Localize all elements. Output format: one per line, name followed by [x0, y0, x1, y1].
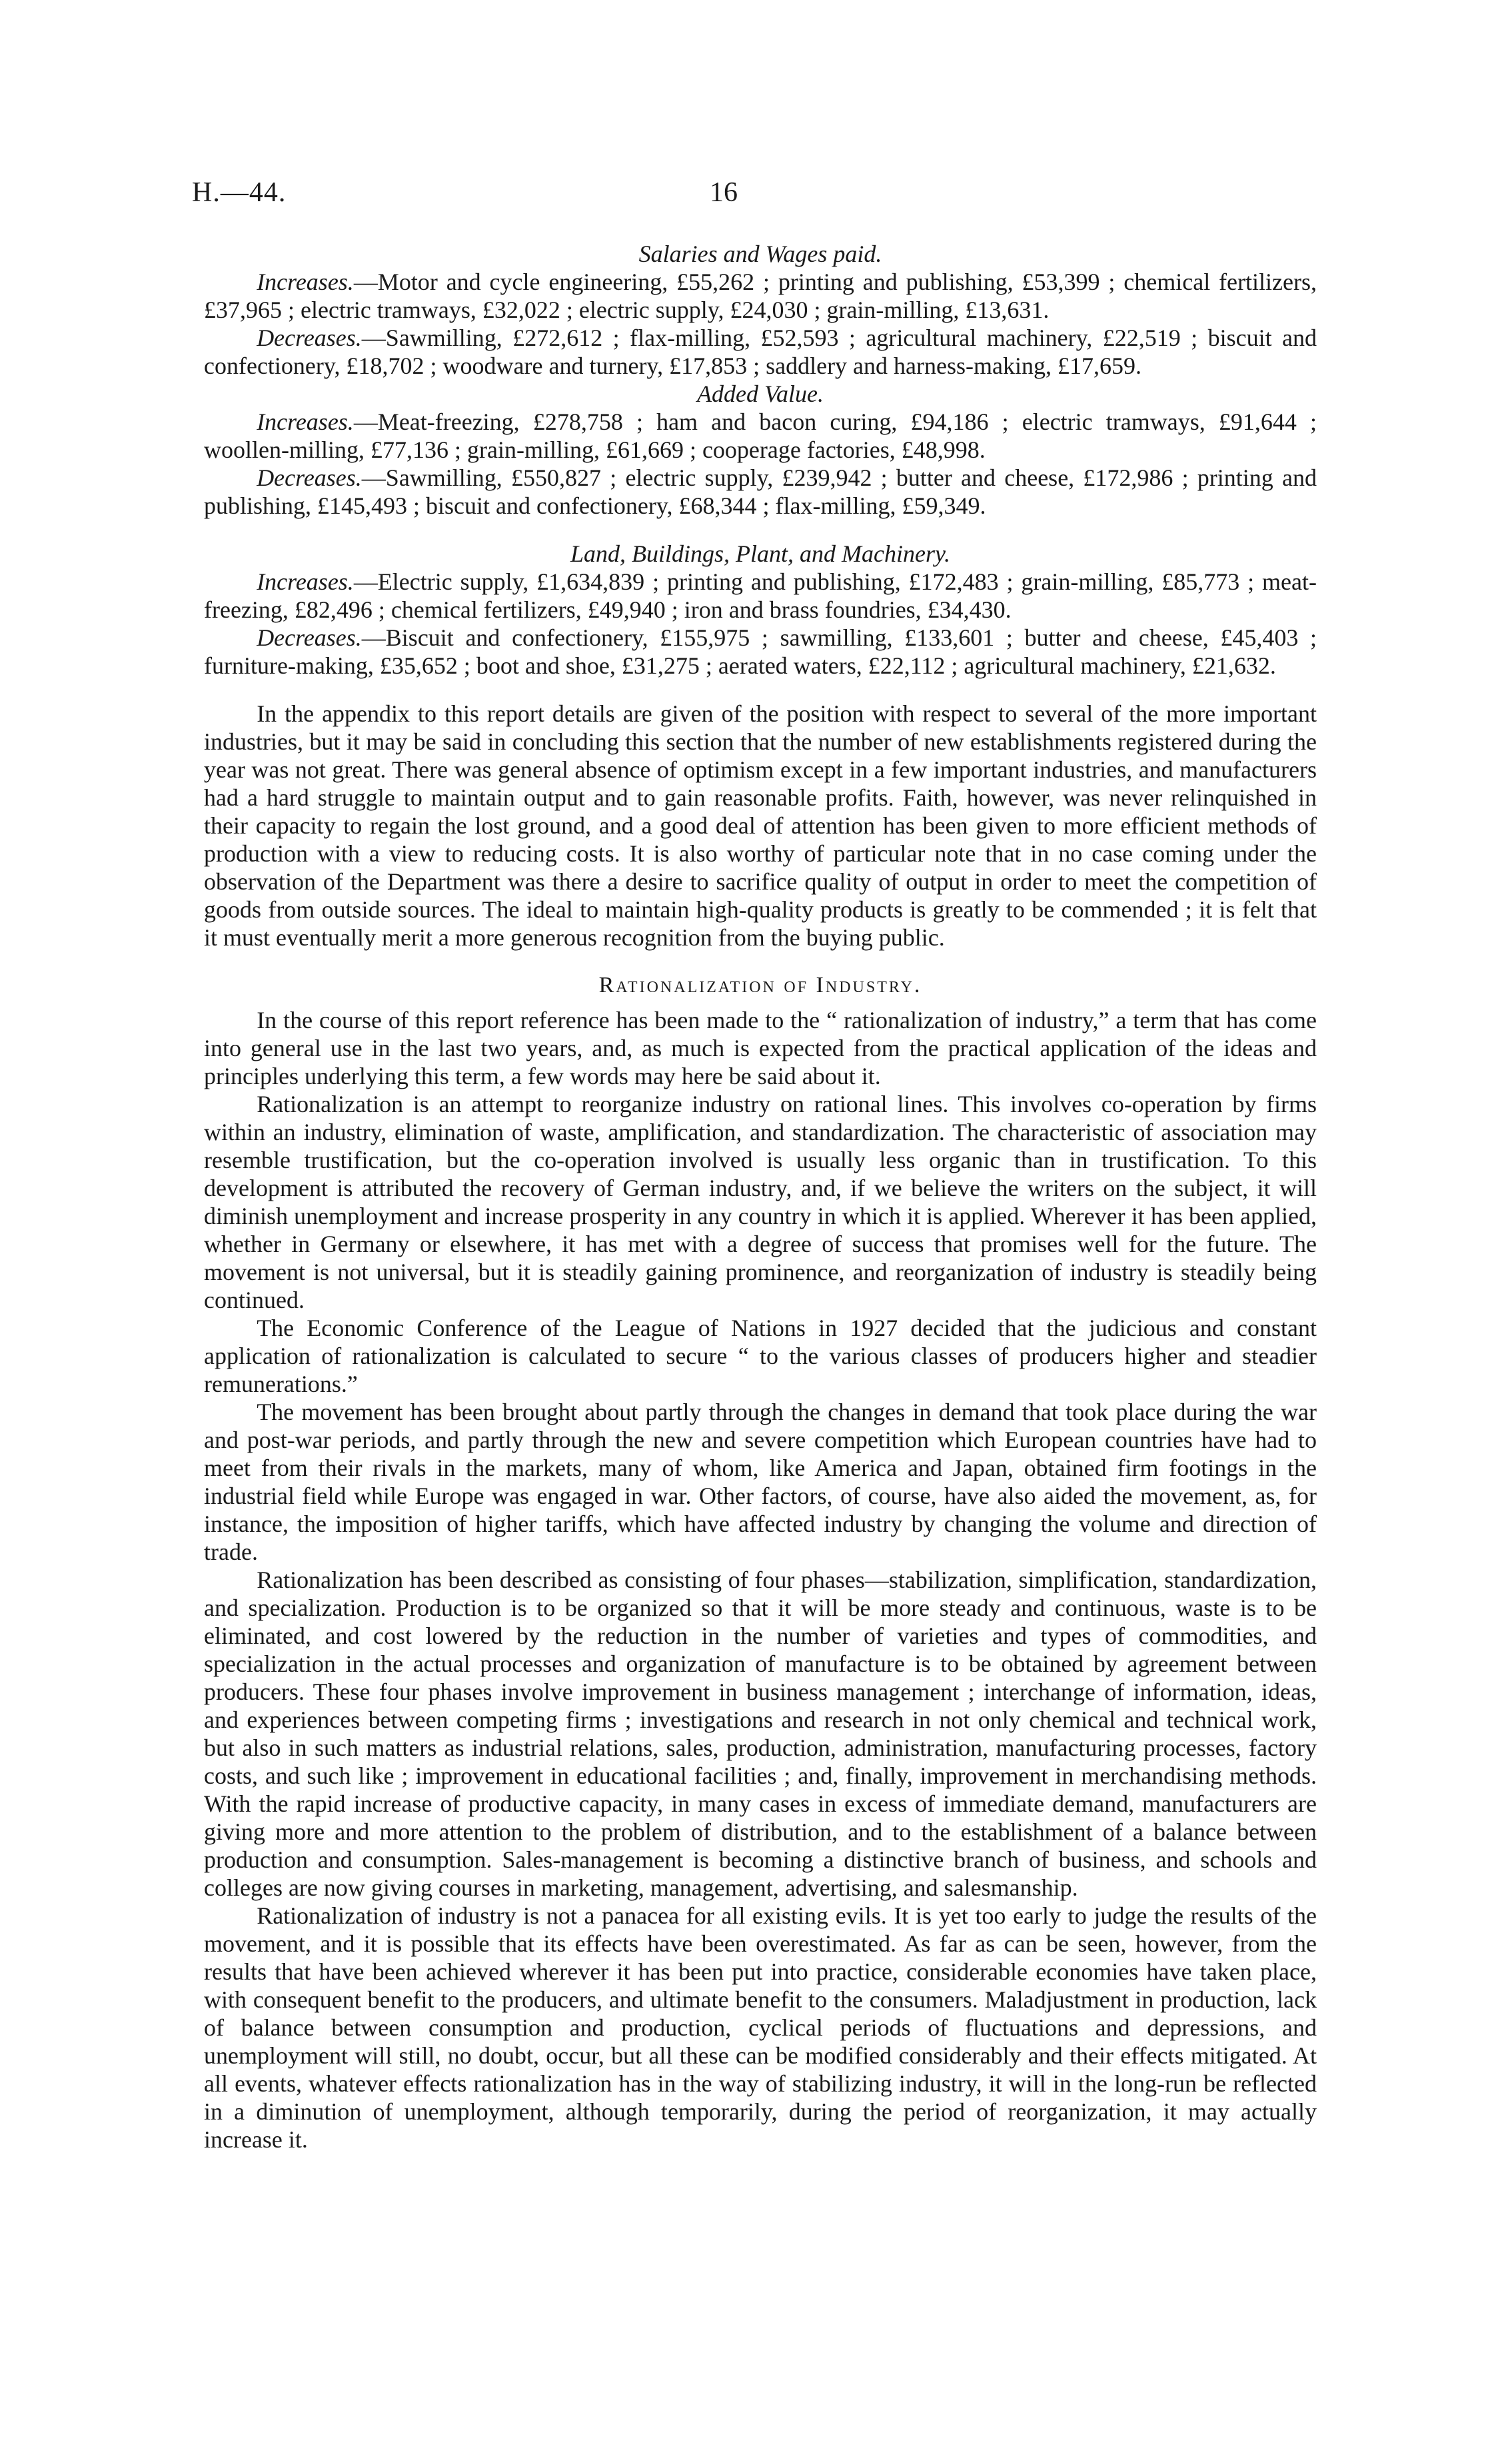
salaries-increases: [204, 268, 1317, 324]
section-title-salaries: Salaries and Wages paid.: [638, 241, 882, 267]
increases-text: —Electric supply, £1,634,839 ; printing and publishing, £172,483 ; grain-milling, £85,773 ; meat-freezing, £82,496 ; chemical fertilizers, £49,940 ; iron and brass foundries, £34,430.: [204, 568, 1317, 623]
decreases-text: —Sawmilling, £272,612 ; flax-milling, £52,593 ; agricultural machinery, £22,519 ; biscuit and confectionery, £18,702 ; woodware and turnery, £17,853 ; saddlery and harness-making, £17,659.: [204, 324, 1317, 379]
increases-label: Increases.: [257, 269, 354, 295]
section-title-added-value: Added Value.: [697, 380, 824, 407]
rationalization-paragraph: The Economic Conference of the League of Nations in 1927 decided that the judicious and constant application of rationalization is calculated to secure “ to the various classes of producers higher and steadier remunerations.”: [204, 1315, 1317, 1397]
document-reference: H.—44.: [192, 177, 287, 208]
section-title-rationalization: Rationalization of Industry.: [598, 973, 922, 997]
decreases-text: —Sawmilling, £550,827 ; electric supply, £239,942 ; butter and cheese, £172,986 ; printing and publishing, £145,493 ; biscuit and confectionery, £68,344 ; flax-milling, £59,349.: [204, 464, 1317, 519]
increases-label: Increases.: [257, 568, 354, 595]
increases-text: —Meat-freezing, £278,758 ; ham and bacon curing, £94,186 ; electric tramways, £91,644 ; woollen-milling, £77,136 ; grain-milling, £61,669 ; cooperage factories, £48,998.: [204, 408, 1317, 463]
decreases-label: Decreases.: [257, 464, 362, 491]
land-decreases: [204, 624, 1317, 680]
land-increases: [204, 568, 1317, 624]
decreases-label: Decreases.: [257, 624, 362, 651]
rationalization-paragraph: The movement has been brought about partly through the changes in demand that took place during the war and post-war periods, and partly through the new and severe competition which European countries have had to meet from their rivals in the markets, many of whom, like America and Japan, obtained firm footings in the industrial field while Europe was engaged in war. Other factors, of course, have also aided the movement, as, for instance, the imposition of higher tariffs, which have affected industry by changing the volume and direction of trade.: [204, 1399, 1317, 1565]
increases-text: —Motor and cycle engineering, £55,262 ; printing and publishing, £53,399 ; chemical fertilizers, £37,965 ; electric tramways, £32,022 ; electric supply, £24,030 ; grain-milling, £13,631.: [204, 269, 1317, 323]
rationalization-paragraph: In the course of this report reference has been made to the “ rationalization of industry,” a term that has come into general use in the last two years, and, as much is expected from the practical application of the ideas and principles underlying this term, a few words may here be said about it.: [204, 1007, 1317, 1089]
page-body: [204, 240, 1317, 2154]
rationalization-paragraph: Rationalization is an attempt to reorganize industry on rational lines. This involves co-operation by firms within an industry, elimination of waste, amplification, and standardization. The characteristic of association may resemble trustification, but the co-operation involved is usually less organic than in trustification. To this development is attributed the recovery of German industry, and, if we believe the writers on the subject, it will diminish unemployment and increase prosperity in any country in which it is applied. Wherever it has been applied, whether in Germany or elsewhere, it has met with a degree of success that promises well for the future. The movement is not universal, but it is steadily gaining prominence, and reorganization of industry is steadily being continued.: [204, 1091, 1317, 1313]
added-value-increases: [204, 408, 1317, 464]
decreases-label: Decreases.: [257, 324, 362, 351]
salaries-decreases: [204, 324, 1317, 380]
appendix-paragraph: In the appendix to this report details are given of the position with respect to several of the more important industries, but it may be said in concluding this section that the number of new establishments registered during the year was not great. There was general absence of optimism except in a few important industries, and manufacturers had a hard struggle to maintain output and to gain reasonable profits. Faith, however, was never relinquished in their capacity to regain the lost ground, and a good deal of attention has been given to more efficient methods of production with a view to reducing costs. It is also worthy of particular note that in no case coming under the observation of the Department was there a desire to sacrifice quality of output in order to meet the competition of goods from outside sources. The ideal to maintain high-quality products is greatly to be commended ; it is felt that it must eventually merit a more generous recognition from the buying public.: [204, 700, 1317, 951]
rationalization-paragraph: Rationalization of industry is not a panacea for all existing evils. It is yet too early to judge the results of the movement, and it is possible that its effects have been overestimated. As far as can be seen, however, from the results that have been achieved wherever it has been put into practice, considerable economies have taken place, with consequent benefit to the producers, and ultimate benefit to the consumers. Maladjustment in production, lack of balance between consumption and production, cyclical periods of fluctuations and depressions, and unemployment will still, no doubt, occur, but all these can be modified considerably and their effects mitigated. At all events, whatever effects rationalization has in the way of stabilizing industry, it will in the long-run be reflected in a diminution of unemployment, although temporarily, during the period of reorganization, it may actually increase it.: [204, 1902, 1317, 2153]
decreases-text: —Biscuit and confectionery, £155,975 ; sawmilling, £133,601 ; butter and cheese, £45,403 ; furniture-making, £35,652 ; boot and shoe, £31,275 ; aerated waters, £22,112 ; agricultural machinery, £21,632.: [204, 624, 1317, 679]
section-title-land: Land, Buildings, Plant, and Machinery.: [570, 540, 950, 567]
added-value-decreases: [204, 464, 1317, 520]
page-header: [0, 179, 1488, 219]
page-number: 16: [710, 177, 738, 208]
rationalization-paragraph: Rationalization has been described as consisting of four phases—stabilization, simplification, standardization, and specialization. Production is to be organized so that it will be more steady and continuous, waste is to be eliminated, and cost lowered by the reduction in the number of varieties and types of commodities, and specialization in the actual processes and organization of manufacture is to be obtained by agreement between producers. These four phases involve improvement in business management ; interchange of information, ideas, and experiences between competing firms ; investigations and research in not only chemical and technical work, but also in such matters as industrial relations, sales, production, administration, manufacturing processes, factory costs, and such like ; improvement in educational facilities ; and, finally, improvement in merchandising methods. With the rapid increase of productive capacity, in many cases in excess of immediate demand, manufacturers are giving more and more attention to the problem of distribution, and to the establishment of a balance between production and consumption. Sales-management is becoming a distinctive branch of business, and schools and colleges are now giving courses in marketing, management, advertising, and salesmanship.: [204, 1566, 1317, 1901]
increases-label: Increases.: [257, 408, 354, 435]
